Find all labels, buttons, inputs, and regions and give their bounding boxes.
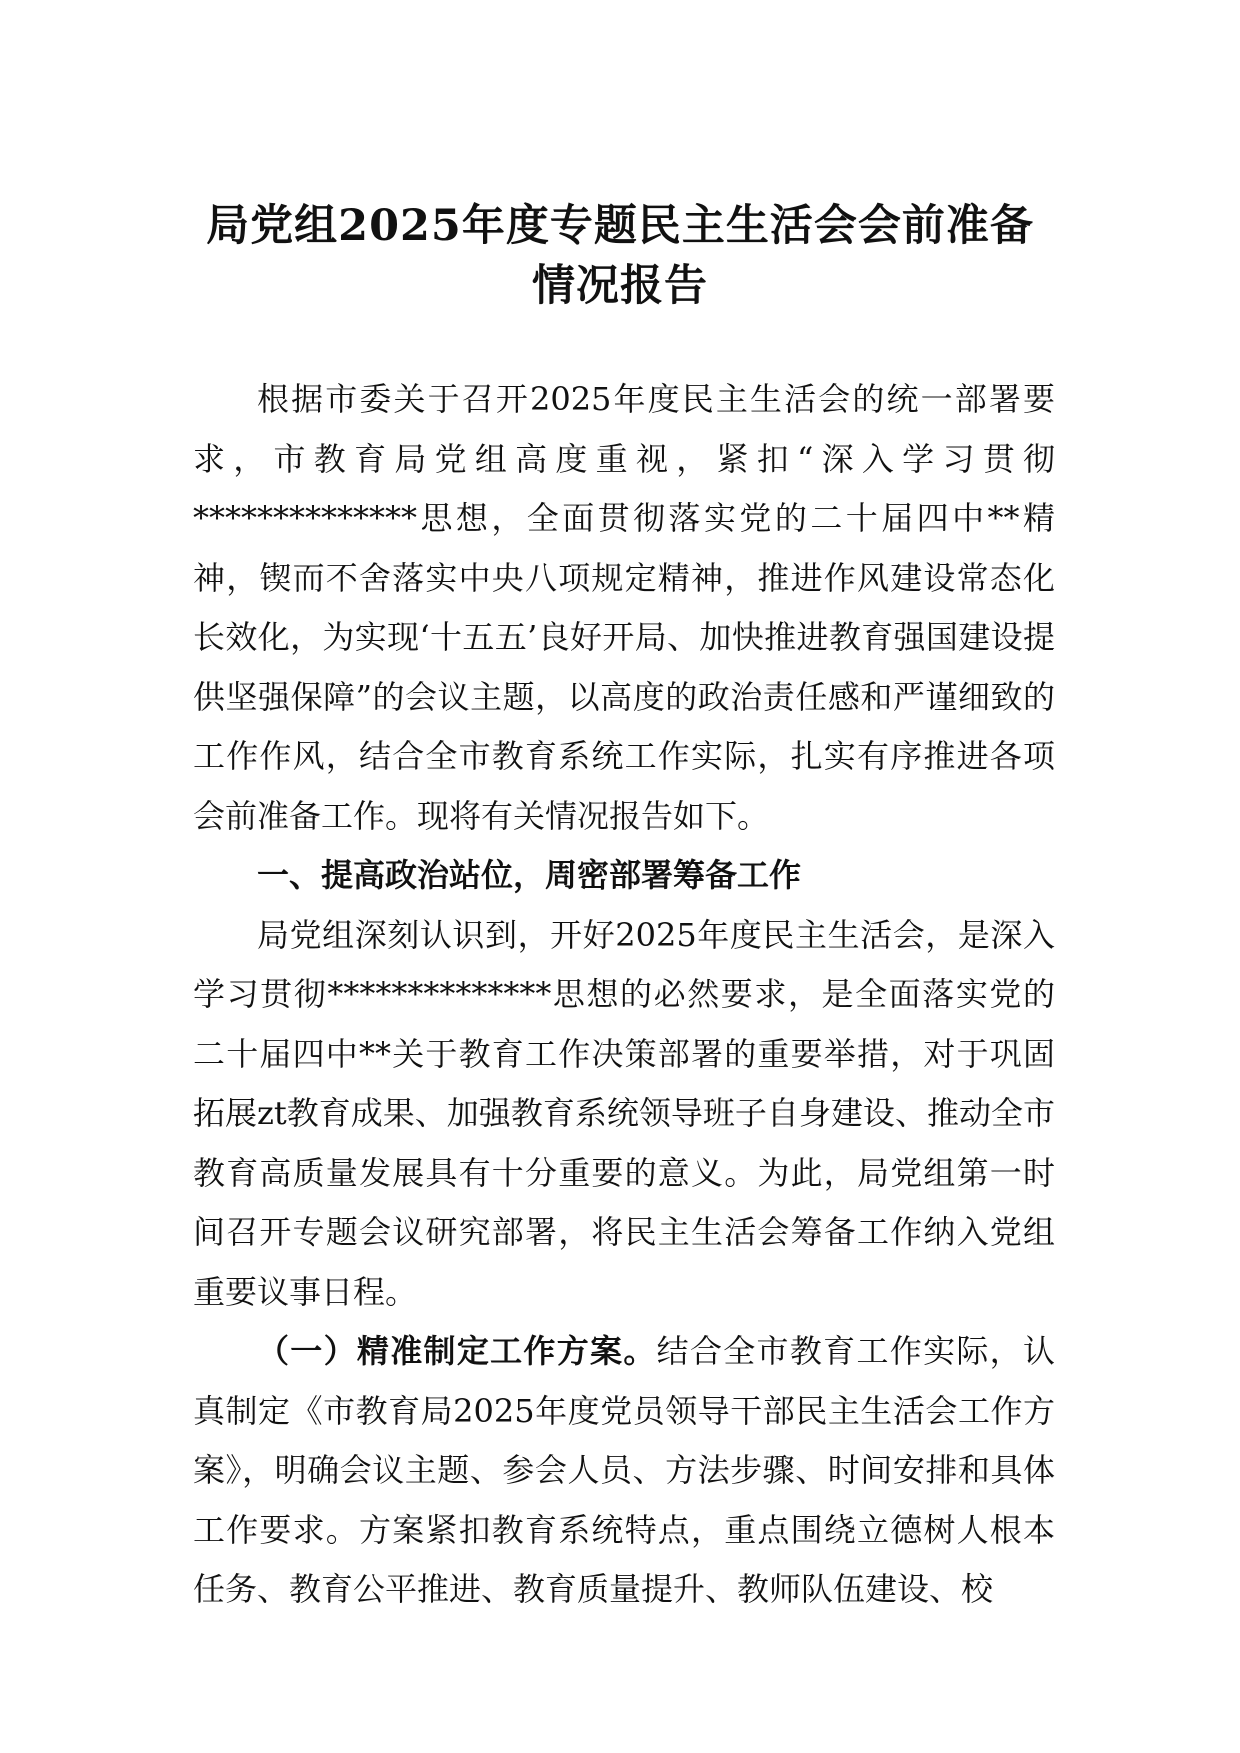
intro-paragraph: 根据市委关于召开2025年度民主生活会的统一部署要求，市教育局党组高度重视，紧扣“深入学习贯彻**************思想，全面贯彻落实党的二十届四中**精神，锲而不舍落实中央八项规定精神，推进作风建设常态化长效化，为实现‘十五五’良好开局、加快推进教育强国建设提供坚强保障”的会议主题，以高度的政治责任感和严谨细致的工作作风，结合全市教育系统工作实际，扎实有序推进各项会前准备工作。现将有关情况报告如下。 <box>193 380 1055 835</box>
body-paragraph: 局党组深刻认识到，开好2025年度民主生活会，是深入学习贯彻**************思想的必然要求，是全面落实党的二十届四中**关于教育工作决策部署的重要举措，对于巩固拓展zt教育成果、加强教育系统领导班子自身建设、推动全市教育高质量发展具有十分重要的意义。为此，局党组第一时间召开专题会议研究部署，将民主生活会筹备工作纳入党组重要议事日程。 <box>193 915 1055 1311</box>
title-line-1: 局党组2025年度专题民主生活会会前准备 <box>206 201 1034 251</box>
document-title <box>150 196 1090 316</box>
document-body <box>193 370 1055 1620</box>
subsection-paragraph <box>193 1322 1055 1620</box>
subsection-text: 结合全市教育工作实际，认真制定《市教育局2025年度党员领导干部民主生活会工作方案》，明确会议主题、参会人员、方法步骤、时间安排和具体工作要求。方案紧扣教育系统特点，重点围绕立德树人根本任务、教育公平推进、教育质量提升、教师队伍建设、校 <box>193 1332 1055 1608</box>
section-heading: 一、提高政治站位，周密部署筹备工作 <box>257 856 802 894</box>
subsection-lead: （一）精准制定工作方案。 <box>257 1332 657 1370</box>
title-line-2: 情况报告 <box>532 261 708 311</box>
